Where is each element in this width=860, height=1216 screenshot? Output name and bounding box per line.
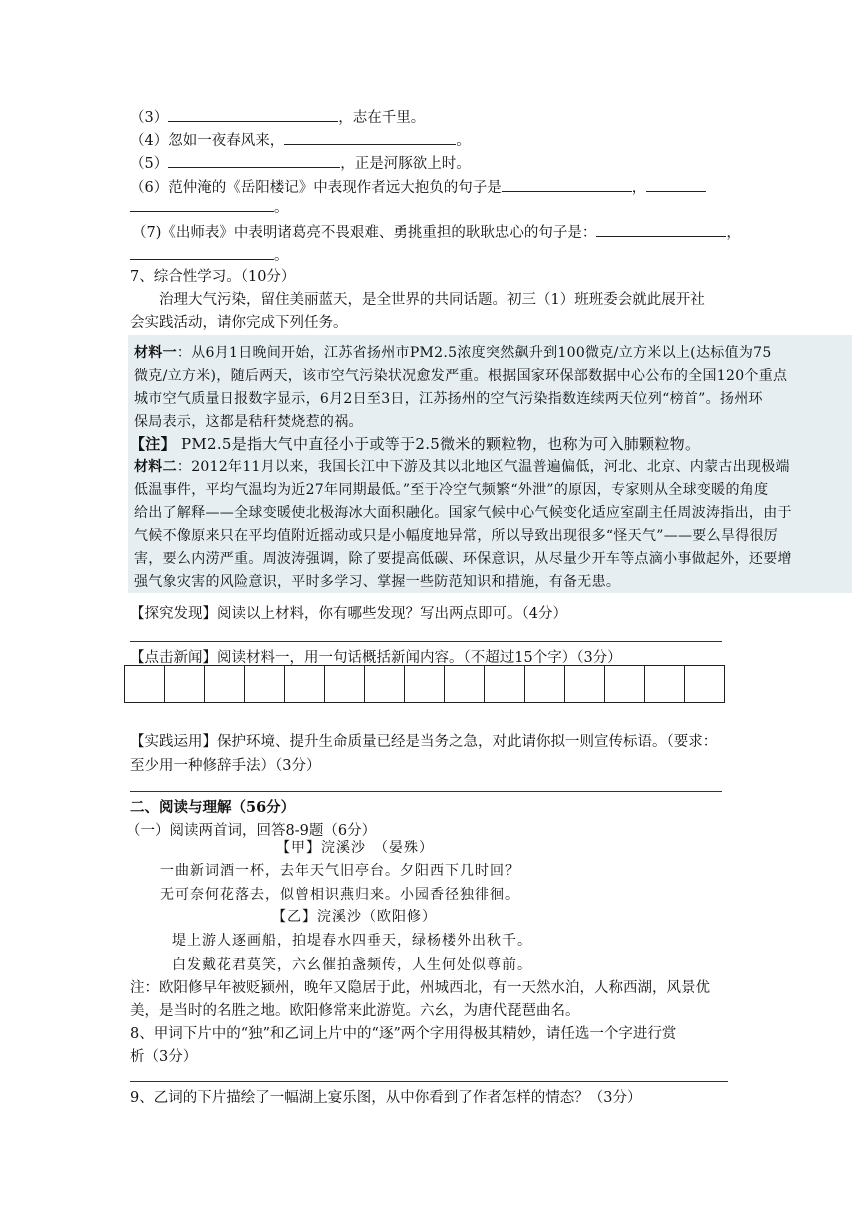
q6-end: 。 — [274, 200, 289, 216]
grid-cell[interactable] — [445, 666, 485, 703]
poem-note-2: 美，是当时的名胜之地。欧阳修常来此游览。六幺，为唐代琵琶曲名。 — [130, 1003, 580, 1019]
section7-title: 7、综合性学习。（10分） — [130, 269, 296, 285]
material-1-line-2: 微克/立方米)，随后两天，该市空气污染状况愈发严重。根据国家环保部数据中心公布的全国120个重点 — [134, 368, 788, 384]
question-8-answer-line[interactable] — [130, 1081, 728, 1082]
question-8-line-2: 析（3分） — [130, 1049, 198, 1065]
q6-text: （6）范仲淹的《岳阳楼记》中表现作者远大抱负的句子是 — [130, 180, 502, 196]
material-1-line-3: 城市空气质量日报数字显示，6月2日至3日，江苏扬州的空气污染指数连续两天位列“榜首”。扬州环 — [134, 391, 763, 407]
grid-cell[interactable] — [685, 666, 725, 703]
news-task: 【点击新闻】阅读材料一，用一句话概括新闻内容。（不超过15个字）（3分） — [130, 650, 622, 666]
q6-comma: ， — [631, 180, 647, 196]
grid-cell[interactable] — [285, 666, 325, 703]
material-2-line-5: 害，要么内涝严重。周波涛强调，除了要提高低碳、环保意识，从尽量少开车等点滴小事做起外，还要增 — [134, 551, 792, 567]
section7-intro-2: 会实践活动，请你完成下列任务。 — [130, 315, 348, 331]
q4-end: 。 — [456, 133, 471, 149]
material-2-line-1 — [134, 457, 790, 477]
note-label: 【注】 — [130, 435, 176, 453]
grid-cell[interactable] — [485, 666, 525, 703]
grid-cell[interactable] — [365, 666, 405, 703]
q5-line — [130, 152, 471, 174]
grid-cell[interactable] — [205, 666, 245, 703]
section7-intro-1: 治理大气污染，留住美丽蓝天，是全世界的共同话题。初三（1）班班委会就此展开社 — [159, 292, 705, 308]
grid-cell[interactable] — [565, 666, 605, 703]
q4-text: （4）忽如一夜春风来， — [130, 133, 285, 149]
q7-end: 。 — [274, 248, 289, 264]
q6-line-2 — [130, 196, 289, 218]
q7-text: （7)《出师表》中表明诸葛亮不畏艰难、勇挑重担的耿耿忠心的句子是： — [132, 225, 597, 241]
grid-cell[interactable] — [525, 666, 565, 703]
grid-row — [125, 666, 725, 703]
question-8-line-1: 8、甲词下片中的“独”和乙词上片中的“逐”两个字用得极其精妙，请任选一个字进行赏 — [130, 1026, 677, 1042]
part2-subsection-1: （一）阅读两首词，回答8-9题（6分） — [126, 823, 377, 839]
material-2-line-4: 气候不像原来只在平均值附近摇动或只是小幅度地异常，所以导致出现很多“怪天气”——要么旱得很厉 — [134, 528, 779, 544]
poem-1-line-1: 一曲新词酒一杯，去年天气旧亭台。夕阳西下几时回？ — [160, 863, 520, 879]
note-line — [130, 434, 700, 454]
q5-text: ，正是河豚欲上时。 — [340, 156, 471, 172]
poem-2-line-1: 堤上游人逐画船，拍堤春水四垂天，绿杨楼外出秋千。 — [172, 933, 532, 949]
grid-cell[interactable] — [125, 666, 165, 703]
q6-blank-1[interactable] — [502, 176, 632, 192]
grid-cell[interactable] — [405, 666, 445, 703]
material-2-label: 材料二 — [134, 459, 177, 475]
news-answer-grid[interactable] — [124, 665, 725, 703]
practice-answer-line[interactable] — [130, 791, 722, 792]
q7-comma: ， — [726, 225, 741, 241]
q7-line — [132, 221, 741, 243]
q7-line-2 — [130, 244, 289, 266]
q5-blank[interactable] — [168, 152, 340, 168]
explore-task: 【探究发现】阅读以上材料，你有哪些发现？写出两点即可。（4分） — [130, 606, 567, 622]
grid-cell[interactable] — [325, 666, 365, 703]
question-9: 9、乙词的下片描绘了一幅湖上宴乐图，从中你看到了作者怎样的情态？（3分） — [130, 1090, 642, 1106]
grid-cell[interactable] — [165, 666, 205, 703]
q3-number: （3） — [130, 110, 169, 126]
grid-cell[interactable] — [245, 666, 285, 703]
material-2-line-3: 给出了解释——全球变暖使北极海冰大面积融化。国家气候中心气候变化适应室副主任周波涛指出，由于 — [134, 505, 792, 521]
material-1-label: 材料一 — [134, 345, 177, 361]
material-1-line-1 — [134, 343, 772, 363]
q6-blank-2[interactable] — [646, 176, 706, 192]
material-1-text-1: ：从6月1日晚间开始，江苏省扬州市PM2.5浓度突然飙升到100微克/立方米以上(达标值为75 — [176, 345, 772, 361]
q6-line — [130, 176, 706, 198]
grid-cell[interactable] — [645, 666, 685, 703]
q7-blank-2[interactable] — [130, 244, 274, 260]
poem-2-title: 【乙】浣溪沙（欧阳修） — [272, 909, 437, 925]
q3-text: ，志在千里。 — [338, 110, 426, 126]
grid-cell[interactable] — [605, 666, 645, 703]
practice-task-2: 至少用一种修辞手法）（3分） — [130, 758, 321, 774]
poem-2-line-2: 白发戴花君莫笑，六幺催拍盏频传，人生何处似尊前。 — [172, 957, 532, 973]
q3-line — [130, 106, 425, 128]
poem-note-1: 注：欧阳修早年被贬颍州，晚年又隐居于此，州城西北，有一天然水泊，人称西湖，风景优 — [130, 980, 710, 996]
material-2-line-6: 强气象灾害的风险意识，平时多学习、掌握一些防范知识和措施，有备无患。 — [134, 574, 621, 590]
q4-blank[interactable] — [284, 129, 456, 145]
q7-blank-1[interactable] — [596, 221, 726, 237]
poem-1-line-2: 无可奈何花落去，似曾相识燕归来。小园香径独徘徊。 — [160, 887, 520, 903]
material-2-text-1: ：2012年11月以来，我国长江中下游及其以北地区气温普遍偏低，河北、北京、内蒙古出现极端 — [176, 459, 790, 475]
q3-blank[interactable] — [168, 106, 338, 122]
part2-title: 二、阅读与理解（56分） — [130, 799, 296, 816]
material-2-line-2: 低温事件，平均气温均为近27年同期最低。”至于冷空气频繁“外泄”的原因，专家则从全球变暖的角度 — [134, 482, 769, 498]
practice-task-1: 【实践运用】保护环境、提升生命质量已经是当务之急，对此请你拟一则宣传标语。（要求： — [130, 734, 718, 750]
q4-line — [130, 129, 471, 151]
poem-1-title: 【甲】浣溪沙 （晏殊） — [276, 840, 434, 856]
material-1-line-4: 保局表示，这都是秸秆焚烧惹的祸。 — [134, 414, 363, 430]
explore-answer-line[interactable] — [130, 641, 722, 642]
q6-blank-3[interactable] — [130, 196, 274, 212]
q5-number: （5） — [130, 156, 169, 172]
materials-box — [128, 335, 852, 593]
note-text: PM2.5是指大气中直径小于或等于2.5微米的颗粒物，也称为可入肺颗粒物。 — [175, 435, 701, 453]
